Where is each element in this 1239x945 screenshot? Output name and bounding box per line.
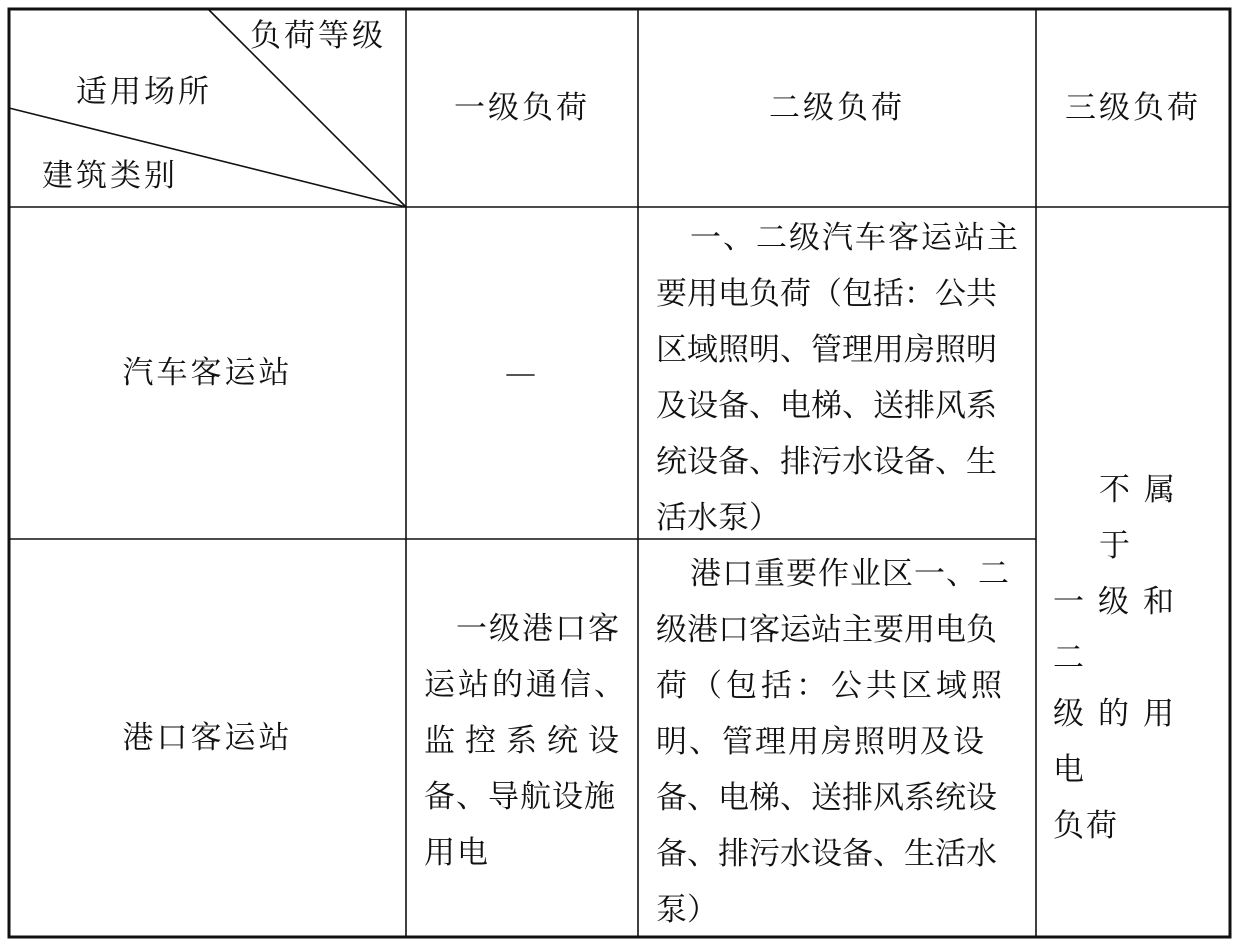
header-level1: 一级负荷 xyxy=(454,90,590,126)
row-port-level1-text: 一级港口客 运站的通信、 监控系统设 备、导航设施 用电 xyxy=(424,611,629,871)
header-level2: 二级负荷 xyxy=(769,90,905,126)
header-level3: 三级负荷 xyxy=(1065,90,1201,126)
row-category-port-station: 港口客运站 xyxy=(122,720,293,756)
corner-label-applicable-place: 适用场所 xyxy=(76,74,212,110)
row-port-level2-text: 港口重要作业区一、二 级港口客运站主要用电负 荷（包括：公共区域照 明、管理用房照明及设 备、电梯、送排风系统设 备、排污水设备、生活水 泵） xyxy=(656,556,1010,928)
corner-label-load-level: 负荷等级 xyxy=(250,18,386,54)
row-category-bus-station: 汽车客运站 xyxy=(122,355,293,391)
row-bus-level2-text: 一、二级汽车客运站主 要用电负荷（包括：公共 区域照明、管理用房照明 及设备、电梯、送排风系 统设备、排污水设备、生 活水泵） xyxy=(656,220,1020,536)
row-bus-level1-dash: — xyxy=(505,355,539,391)
corner-label-building-category: 建筑类别 xyxy=(42,158,178,194)
level3-merged-text: 不属于 一级和二 级的用电 负荷 xyxy=(1053,472,1189,844)
